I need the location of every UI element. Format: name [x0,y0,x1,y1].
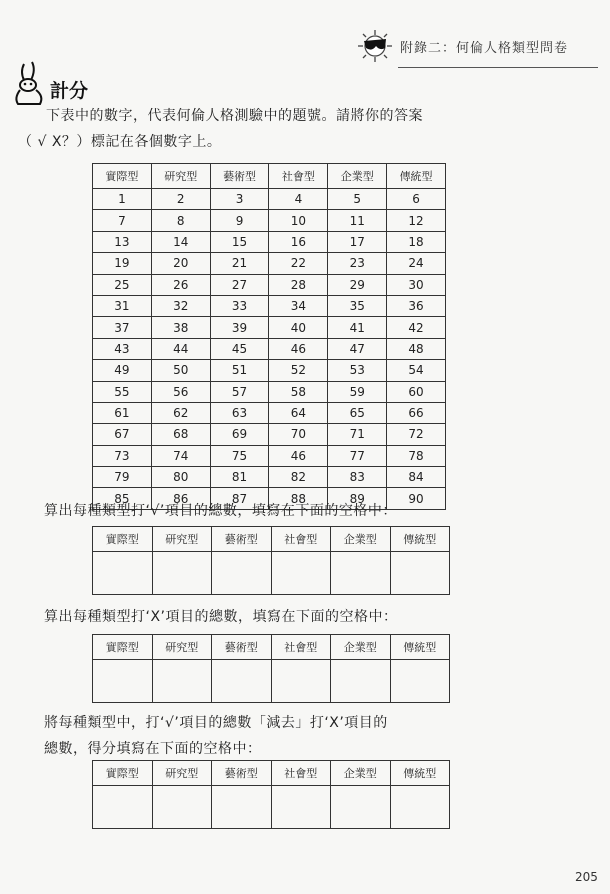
item-number-cell[interactable]: 82 [269,467,328,488]
item-number-cell[interactable]: 69 [210,424,269,445]
item-number-cell[interactable]: 40 [269,317,328,338]
item-number-cell[interactable]: 13 [93,231,152,252]
intro-text [18,103,538,155]
col-header: 企業型 [331,635,391,660]
col-header: 傳統型 [390,527,450,552]
item-number-cell[interactable]: 28 [269,274,328,295]
item-number-cell[interactable]: 21 [210,253,269,274]
score-cell[interactable] [390,786,450,829]
item-number-cell[interactable]: 43 [93,338,152,359]
col-header: 研究型 [152,761,212,786]
item-number-cell[interactable]: 79 [93,467,152,488]
table-row [93,360,446,381]
item-number-cell[interactable]: 53 [328,360,387,381]
item-number-cell[interactable]: 46 [269,445,328,466]
item-number-cell[interactable]: 68 [151,424,210,445]
col-header: 傳統型 [390,761,450,786]
score-cell[interactable] [212,552,272,595]
sunglasses-sun-icon [352,28,398,64]
item-number-cell[interactable]: 16 [269,231,328,252]
item-number-cell[interactable]: 12 [387,210,446,231]
item-number-cell[interactable]: 14 [151,231,210,252]
item-number-cell[interactable]: 90 [387,488,446,509]
item-number-cell[interactable]: 39 [210,317,269,338]
item-number-cell[interactable]: 47 [328,338,387,359]
item-number-cell[interactable]: 67 [93,424,152,445]
item-number-cell[interactable]: 37 [93,317,152,338]
difference-score-table [92,760,450,829]
table-row [93,253,446,274]
score-cell[interactable] [93,786,153,829]
col-header: 社會型 [271,527,331,552]
item-number-cell[interactable]: 48 [387,338,446,359]
item-number-cell[interactable]: 32 [151,295,210,316]
item-number-cell[interactable]: 88 [269,488,328,509]
item-number-cell[interactable]: 86 [151,488,210,509]
table-row [93,189,446,210]
col-header: 企業型 [328,164,387,189]
col-header: 藝術型 [212,527,272,552]
item-number-table [92,163,446,510]
table-row [93,210,446,231]
table-row [93,317,446,338]
item-number-cell[interactable]: 74 [151,445,210,466]
item-number-cell[interactable]: 64 [269,402,328,423]
score-cell[interactable] [152,660,212,703]
item-number-cell[interactable]: 10 [269,210,328,231]
item-number-cell[interactable]: 7 [93,210,152,231]
item-number-cell[interactable]: 25 [93,274,152,295]
intro-line-1: 下表中的數字，代表何倫人格測驗中的題號。請將你的答案 [46,108,423,124]
item-number-cell[interactable]: 20 [151,253,210,274]
cross-instruction: 算出每種類型打‘X’項目的總數，填寫在下面的空格中： [44,609,398,625]
item-number-cell[interactable]: 9 [210,210,269,231]
col-header: 藝術型 [212,635,272,660]
item-number-cell[interactable]: 54 [387,360,446,381]
col-header: 研究型 [151,164,210,189]
item-number-cell[interactable]: 89 [328,488,387,509]
item-number-cell[interactable]: 61 [93,402,152,423]
score-cell[interactable] [93,552,153,595]
item-number-cell[interactable]: 55 [93,381,152,402]
col-header: 社會型 [269,164,328,189]
difference-instruction-2: 總數，得分填寫在下面的空格中： [44,741,262,757]
item-number-cell[interactable]: 60 [387,381,446,402]
table-row [93,338,446,359]
col-header: 藝術型 [210,164,269,189]
appendix-header: 附錄二：何倫人格類型問卷 [400,41,569,56]
item-number-cell[interactable]: 34 [269,295,328,316]
item-number-cell[interactable]: 31 [93,295,152,316]
item-number-cell[interactable]: 46 [269,338,328,359]
item-number-cell[interactable]: 56 [151,381,210,402]
col-header: 藝術型 [212,761,272,786]
item-number-cell[interactable]: 42 [387,317,446,338]
item-number-cell[interactable]: 2 [151,189,210,210]
item-number-cell[interactable]: 6 [387,189,446,210]
item-number-cell[interactable]: 29 [328,274,387,295]
item-number-cell[interactable]: 77 [328,445,387,466]
score-cell[interactable] [212,786,272,829]
table-header-row [93,761,450,786]
item-number-cell[interactable]: 3 [210,189,269,210]
table-header-row [93,635,450,660]
item-number-cell[interactable]: 23 [328,253,387,274]
score-cell[interactable] [93,660,153,703]
table-row [93,402,446,423]
col-header: 社會型 [271,635,331,660]
item-number-cell[interactable]: 8 [151,210,210,231]
item-number-cell[interactable]: 30 [387,274,446,295]
item-number-cell[interactable]: 83 [328,467,387,488]
item-number-cell[interactable]: 18 [387,231,446,252]
blank-score-row [93,552,450,595]
table-row [93,381,446,402]
col-header: 企業型 [331,527,391,552]
item-number-cell[interactable]: 11 [328,210,387,231]
table-header-row [93,527,450,552]
table-row [93,467,446,488]
rabbit-icon [10,60,50,106]
col-header: 實際型 [93,761,153,786]
col-header: 社會型 [271,761,331,786]
intro-line-2: （ √ X？）標記在各個數字上。 [18,134,222,150]
score-cell[interactable] [212,660,272,703]
item-number-cell[interactable]: 4 [269,189,328,210]
item-number-cell[interactable]: 17 [328,231,387,252]
table-header-row [93,164,446,189]
item-number-cell[interactable]: 27 [210,274,269,295]
score-cell[interactable] [271,786,331,829]
difference-instruction-1: 將每種類型中，打‘√’項目的總數「減去」打‘X’項目的 [44,715,388,731]
cross-total-table [92,634,450,703]
item-number-cell[interactable]: 38 [151,317,210,338]
score-cell[interactable] [390,660,450,703]
item-number-cell[interactable]: 62 [151,402,210,423]
item-number-cell[interactable]: 63 [210,402,269,423]
item-number-cell[interactable]: 73 [93,445,152,466]
score-cell[interactable] [331,552,391,595]
score-cell[interactable] [271,552,331,595]
blank-score-row [93,660,450,703]
item-number-cell[interactable]: 22 [269,253,328,274]
score-cell[interactable] [331,660,391,703]
item-number-cell[interactable]: 51 [210,360,269,381]
item-number-cell[interactable]: 58 [269,381,328,402]
score-cell[interactable] [331,786,391,829]
item-number-cell[interactable]: 75 [210,445,269,466]
item-number-cell[interactable]: 1 [93,189,152,210]
item-number-cell[interactable]: 57 [210,381,269,402]
blank-score-row [93,786,450,829]
score-cell[interactable] [271,660,331,703]
item-number-cell[interactable]: 72 [387,424,446,445]
col-header: 傳統型 [390,635,450,660]
col-header: 傳統型 [387,164,446,189]
table-row [93,424,446,445]
check-total-table [92,526,450,595]
item-number-cell[interactable]: 24 [387,253,446,274]
table-row [93,231,446,252]
check-instruction: 算出每種類型打‘√’項目的總數，填寫在下面的空格中： [44,503,397,519]
table-row [93,445,446,466]
score-cell[interactable] [152,786,212,829]
section-title: 計分 [50,80,89,102]
item-number-cell[interactable]: 36 [387,295,446,316]
item-number-cell[interactable]: 15 [210,231,269,252]
col-header: 實際型 [93,164,152,189]
score-cell[interactable] [390,552,450,595]
col-header: 研究型 [152,635,212,660]
item-number-cell[interactable]: 78 [387,445,446,466]
page-number: 205 [575,870,598,884]
item-number-cell[interactable]: 66 [387,402,446,423]
col-header: 研究型 [152,527,212,552]
table-row [93,274,446,295]
item-number-cell[interactable]: 52 [269,360,328,381]
col-header: 實際型 [93,635,153,660]
item-number-cell[interactable]: 19 [93,253,152,274]
item-number-cell[interactable]: 41 [328,317,387,338]
item-number-cell[interactable]: 71 [328,424,387,445]
item-number-cell[interactable]: 50 [151,360,210,381]
item-number-cell[interactable]: 45 [210,338,269,359]
item-number-cell[interactable]: 33 [210,295,269,316]
item-number-cell[interactable]: 5 [328,189,387,210]
item-number-cell[interactable]: 65 [328,402,387,423]
item-number-cell[interactable]: 87 [210,488,269,509]
item-number-cell[interactable]: 70 [269,424,328,445]
table-row [93,295,446,316]
item-number-cell[interactable]: 80 [151,467,210,488]
item-number-cell[interactable]: 84 [387,467,446,488]
item-number-cell[interactable]: 59 [328,381,387,402]
item-number-cell[interactable]: 49 [93,360,152,381]
score-cell[interactable] [152,552,212,595]
header-rule [398,67,598,68]
col-header: 企業型 [331,761,391,786]
col-header: 實際型 [93,527,153,552]
item-number-cell[interactable]: 44 [151,338,210,359]
item-number-cell[interactable]: 26 [151,274,210,295]
item-number-cell[interactable]: 81 [210,467,269,488]
item-number-cell[interactable]: 35 [328,295,387,316]
item-number-cell[interactable]: 85 [93,488,152,509]
